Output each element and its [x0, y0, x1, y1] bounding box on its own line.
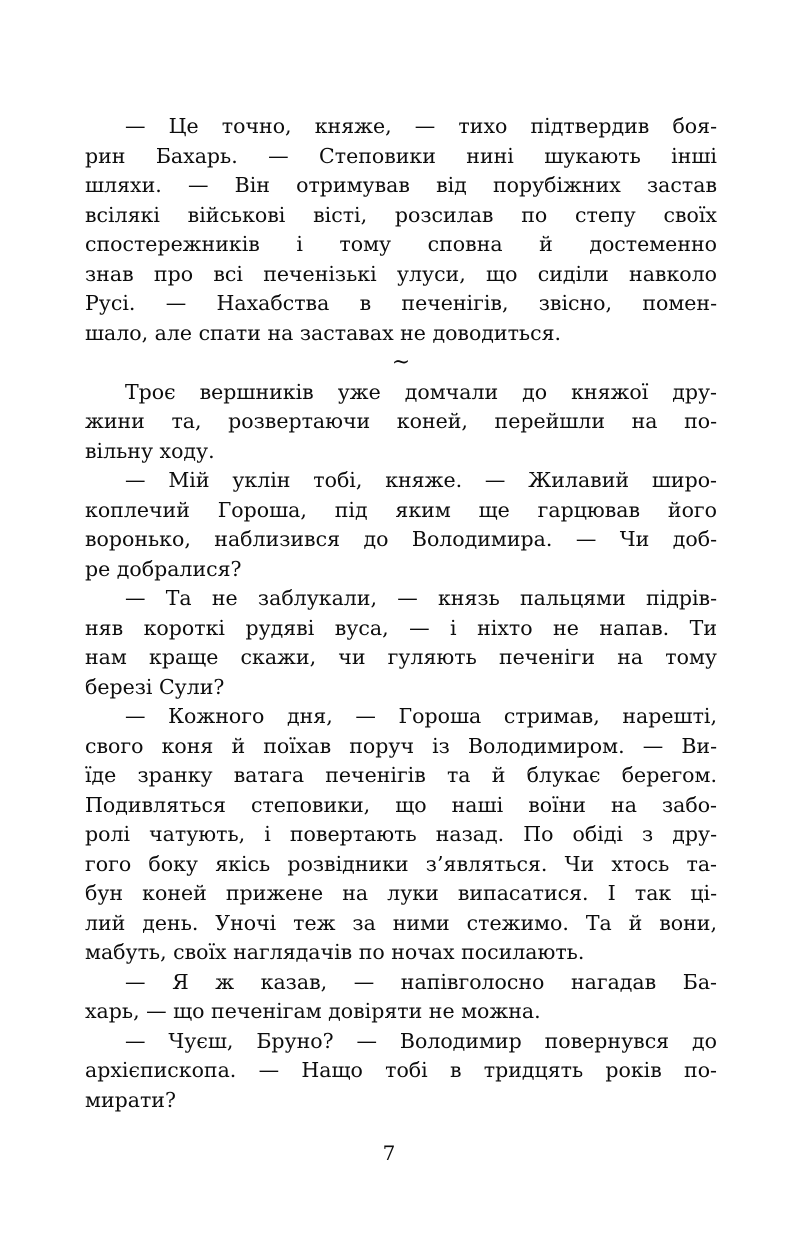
text-line: — Кожного дня, — Гороша стримав, нарешті,	[125, 704, 717, 728]
text-line: няв короткі рудяві вуса, — і ніхто не напав. Ти	[85, 615, 717, 640]
text-line: — Та не заблукали, — князь пальцями підрів-	[125, 586, 717, 610]
text-line: мабуть, своїх наглядачів по ночах посилають.	[85, 940, 585, 964]
text-line: березі Сули?	[85, 674, 225, 699]
text-line: — Мій уклін тобі, княже. — Жилавий широ-	[125, 468, 717, 492]
text-line: Русі. — Нахабства в печенігів, звісно, помен-	[85, 291, 717, 315]
text-line: харь, — що печенігам довіряти не можна.	[85, 999, 541, 1023]
text-line: ре добралися?	[85, 556, 242, 581]
paragraph	[85, 702, 717, 968]
text-line: мирати?	[85, 1087, 176, 1112]
paragraph	[85, 584, 717, 702]
text-line: свого коня й поїхав поруч із Володимиром. — Ви-	[85, 733, 717, 758]
text-line: жини та, розвертаючи коней, перейшли на по-	[85, 409, 717, 433]
text-block	[85, 112, 717, 1115]
text-line: коплечий Гороша, під яким ще гарцював його	[85, 497, 717, 522]
text-line: шляхи. — Він отримував від порубіжних застав	[85, 173, 717, 197]
text-line: нам краще скажи, чи гуляють печеніги на тому	[85, 645, 717, 669]
text-line: Троє вершників уже домчали до княжої дру-	[125, 379, 717, 404]
text-line: знав про всі печенізькі улуси, що сиділи навколо	[85, 261, 717, 286]
text-line: бун коней прижене на луки випасатися. І так ці-	[85, 881, 717, 905]
text-line: архієпископа. — Нащо тобі в тридцять років по-	[85, 1058, 717, 1082]
text-line: рин Бахарь. — Степовики нині шукають інші	[85, 143, 717, 168]
text-line: воронько, наблизився до Володимира. — Чи доб-	[85, 527, 717, 551]
paragraph	[85, 968, 717, 1027]
text-line: — Це точно, княже, — тихо підтвердив боя-	[125, 114, 717, 138]
text-line: Подивляться степовики, що наші воїни на забо-	[85, 792, 717, 817]
text-line: їде зранку ватага печенігів та й блукає берегом.	[85, 763, 717, 787]
paragraph	[85, 1027, 717, 1116]
text-line: всілякі військові вісті, розсилав по степу своїх	[85, 202, 717, 227]
paragraph	[85, 466, 717, 584]
text-line: гого боку якісь розвідники з’являться. Чи хтось та-	[85, 851, 717, 876]
text-line: вільну ходу.	[85, 438, 215, 463]
text-line: ролі чатують, і повертають назад. По обіді з дру-	[85, 822, 717, 846]
text-line: — Чуєш, Бруно? — Володимир повернувся до	[125, 1028, 717, 1053]
paragraph	[85, 378, 717, 467]
text-line: — Я ж казав, — напівголосно нагадав Ба-	[125, 969, 717, 994]
paragraph	[85, 112, 717, 348]
text-line: шало, але спати на заставах не доводиться.	[85, 320, 562, 345]
page-number: 7	[382, 1141, 396, 1165]
section-separator: ~	[391, 350, 411, 375]
text-line: лий день. Уночі теж за ними стежимо. Та й вони,	[85, 910, 717, 935]
text-line: спостережників і тому сповна й достеменно	[85, 232, 717, 256]
